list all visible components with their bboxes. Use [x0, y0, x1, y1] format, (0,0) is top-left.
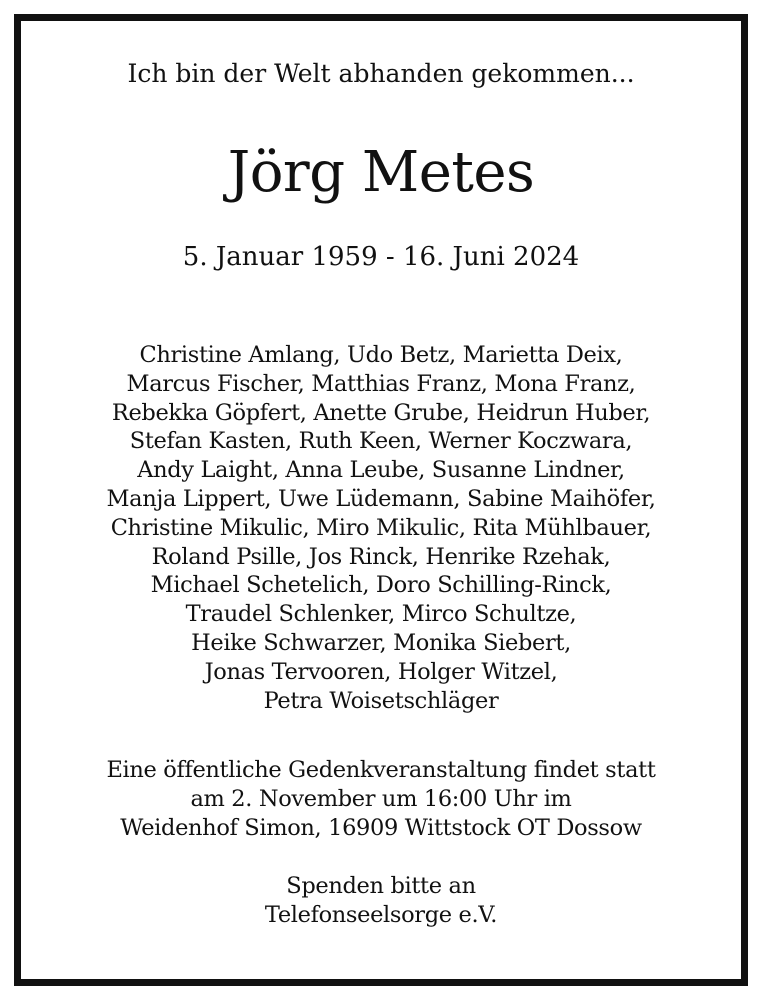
mourners-line: Christine Mikulic, Miro Mikulic, Rita Mühlbauer, [110, 514, 652, 541]
mourners-line: Petra Woisetschläger [263, 687, 499, 714]
mourners-list [0, 341, 762, 715]
mourners-line: Heike Schwarzer, Monika Siebert, [191, 629, 571, 656]
mourners-line: Manja Lippert, Uwe Lüdemann, Sabine Maihöfer, [106, 485, 656, 512]
mourners-line: Roland Psille, Jos Rinck, Henrike Rzehak, [151, 543, 611, 570]
mourners-line: Marcus Fischer, Matthias Franz, Mona Franz, [126, 370, 636, 397]
event-line: am 2. November um 16:00 Uhr im [190, 786, 572, 812]
mourners-line: Rebekka Göpfert, Anette Grube, Heidrun Huber, [111, 399, 651, 426]
donation-line: Telefonseelsorge e.V. [264, 902, 498, 928]
donation-line: Spenden bitte an [286, 873, 476, 899]
mourners-line: Traudel Schlenker, Mirco Schultze, [185, 601, 577, 628]
mourners-line: Stefan Kasten, Ruth Keen, Werner Koczwara, [129, 428, 633, 455]
mourners-line: Jonas Tervooren, Holger Witzel, [204, 658, 558, 685]
notice-motto: Ich bin der Welt abhanden gekommen... [127, 59, 635, 88]
event-line: Eine öffentliche Gedenkveranstaltung findet statt [106, 757, 656, 783]
mourners-line: Andy Laight, Anna Leube, Susanne Lindner, [137, 457, 625, 484]
event-line: Weidenhof Simon, 16909 Wittstock OT Dossow [120, 815, 642, 841]
mourners-line: Christine Amlang, Udo Betz, Marietta Deix, [139, 342, 623, 368]
mourners-line: Michael Schetelich, Doro Schilling-Rinck, [150, 572, 612, 599]
life-dates: 5. Januar 1959 - 16. Juni 2024 [182, 242, 580, 272]
memorial-event-info [0, 756, 762, 843]
deceased-name: Jörg Metes [227, 140, 535, 205]
donation-info [0, 872, 762, 930]
